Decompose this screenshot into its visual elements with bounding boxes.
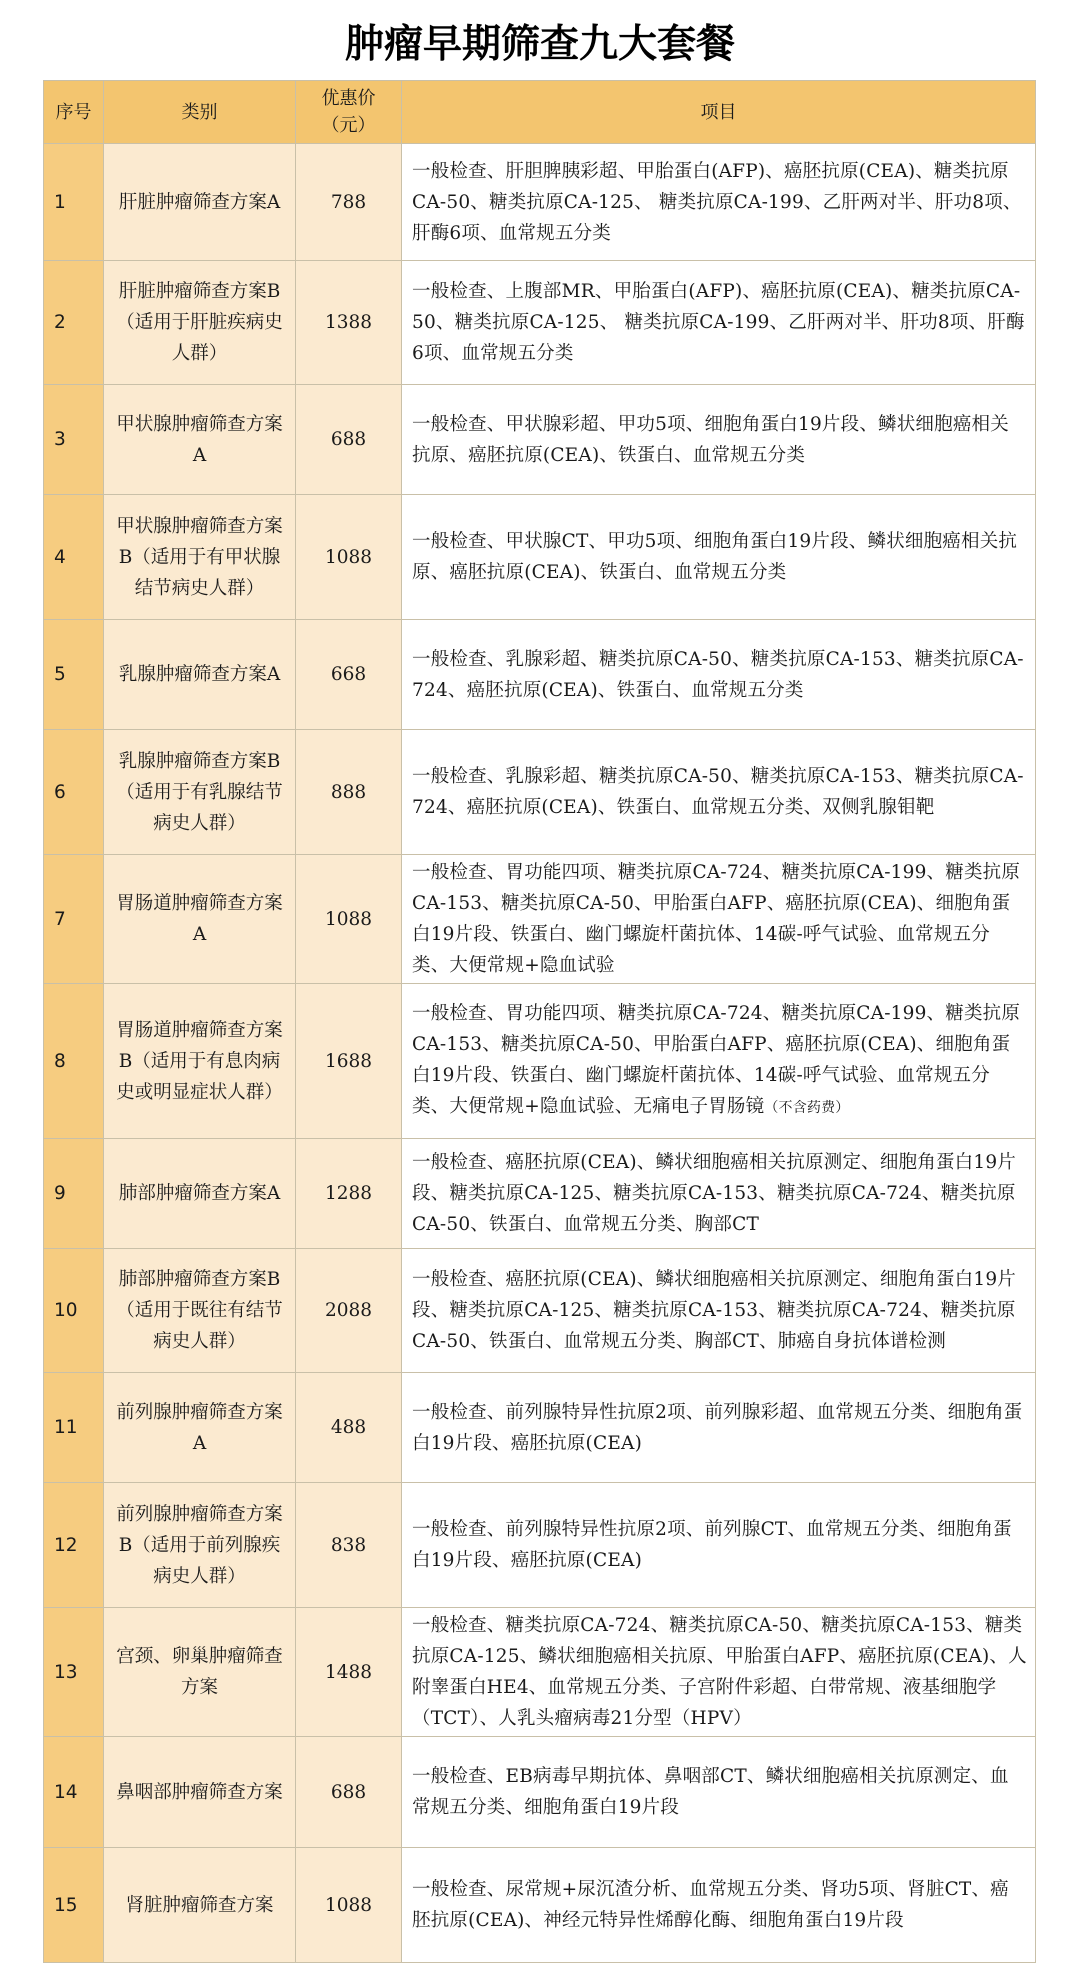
header-seq: 序号 (44, 81, 104, 144)
table-row (44, 1737, 1036, 1848)
row-price: 1088 (296, 855, 402, 984)
row-category: 乳腺肿瘤筛查方案A (104, 620, 296, 730)
row-category: 前列腺肿瘤筛查方案A (104, 1373, 296, 1483)
row-category: 肝脏肿瘤筛查方案B（适用于肝脏疾病史人群） (104, 261, 296, 385)
row-price: 1488 (296, 1608, 402, 1737)
row-category: 鼻咽部肿瘤筛查方案 (104, 1737, 296, 1848)
page-title: 肿瘤早期筛查九大套餐 (344, 22, 735, 67)
row-price: 1088 (296, 1848, 402, 1963)
row-number: 6 (44, 730, 104, 855)
row-number: 5 (44, 620, 104, 730)
header-items: 项目 (402, 81, 1036, 144)
table-row (44, 1608, 1036, 1737)
row-number: 13 (44, 1608, 104, 1737)
row-category: 肝脏肿瘤筛查方案A (104, 144, 296, 261)
header-category: 类别 (104, 81, 296, 144)
row-items: 一般检查、前列腺特异性抗原2项、前列腺CT、血常规五分类、细胞角蛋白19片段、癌胚抗原(CEA) (402, 1483, 1036, 1608)
row-category: 肾脏肿瘤筛查方案 (104, 1848, 296, 1963)
row-price: 688 (296, 385, 402, 495)
row-category: 肺部肿瘤筛查方案A (104, 1139, 296, 1249)
row-items-note: （不含药费） (764, 1100, 850, 1116)
table-row (44, 495, 1036, 620)
row-price: 1688 (296, 984, 402, 1139)
row-price: 2088 (296, 1249, 402, 1373)
table-row (44, 730, 1036, 855)
table-row (44, 385, 1036, 495)
row-category: 胃肠道肿瘤筛查方案A (104, 855, 296, 984)
row-number: 1 (44, 144, 104, 261)
row-price: 688 (296, 1737, 402, 1848)
package-table (43, 80, 1036, 1963)
row-category: 前列腺肿瘤筛查方案B（适用于前列腺疾病史人群） (104, 1483, 296, 1608)
row-price: 838 (296, 1483, 402, 1608)
table-row (44, 261, 1036, 385)
row-number: 14 (44, 1737, 104, 1848)
table-row (44, 144, 1036, 261)
row-price: 788 (296, 144, 402, 261)
row-number: 4 (44, 495, 104, 620)
row-number: 8 (44, 984, 104, 1139)
row-category: 甲状腺肿瘤筛查方案B（适用于有甲状腺结节病史人群） (104, 495, 296, 620)
table-row (44, 984, 1036, 1139)
table-row (44, 1139, 1036, 1249)
row-category: 肺部肿瘤筛查方案B（适用于既往有结节病史人群） (104, 1249, 296, 1373)
row-number: 12 (44, 1483, 104, 1608)
row-category: 宫颈、卵巢肿瘤筛查方案 (104, 1608, 296, 1737)
row-items: 一般检查、尿常规+尿沉渣分析、血常规五分类、肾功5项、肾脏CT、癌胚抗原(CEA)、神经元特异性烯醇化酶、细胞角蛋白19片段 (402, 1848, 1036, 1963)
row-items: 一般检查、甲状腺CT、甲功5项、细胞角蛋白19片段、鳞状细胞癌相关抗原、癌胚抗原(CEA)、铁蛋白、血常规五分类 (402, 495, 1036, 620)
table-row (44, 620, 1036, 730)
row-items: 一般检查、癌胚抗原(CEA)、鳞状细胞癌相关抗原测定、细胞角蛋白19片段、糖类抗原CA-125、糖类抗原CA-153、糖类抗原CA-724、糖类抗原CA-50、铁蛋白、血常规五分类、胸部CT、肺癌自身抗体谱检测 (402, 1249, 1036, 1373)
row-items-text: 一般检查、胃功能四项、糖类抗原CA-724、糖类抗原CA-199、糖类抗原CA-153、糖类抗原CA-50、甲胎蛋白AFP、癌胚抗原(CEA)、细胞角蛋白19片段、铁蛋白、幽门螺旋杆菌抗体、14碳-呼气试验、血常规五分类、大便常规+隐血试验、无痛电子胃肠镜 (412, 1003, 1021, 1117)
table-row (44, 1373, 1036, 1483)
table-row (44, 1249, 1036, 1373)
row-items: 一般检查、甲状腺彩超、甲功5项、细胞角蛋白19片段、鳞状细胞癌相关抗原、癌胚抗原(CEA)、铁蛋白、血常规五分类 (402, 385, 1036, 495)
header-price: 优惠价（元） (296, 81, 402, 144)
table-row (44, 855, 1036, 984)
row-price: 668 (296, 620, 402, 730)
table-row (44, 1483, 1036, 1608)
row-number: 3 (44, 385, 104, 495)
row-items: 一般检查、胃功能四项、糖类抗原CA-724、糖类抗原CA-199、糖类抗原CA-153、糖类抗原CA-50、甲胎蛋白AFP、癌胚抗原(CEA)、细胞角蛋白19片段、铁蛋白、幽门螺旋杆菌抗体、14碳-呼气试验、血常规五分类、大便常规+隐血试验 (402, 855, 1036, 984)
row-items: 一般检查、癌胚抗原(CEA)、鳞状细胞癌相关抗原测定、细胞角蛋白19片段、糖类抗原CA-125、糖类抗原CA-153、糖类抗原CA-724、糖类抗原CA-50、铁蛋白、血常规五分类、胸部CT (402, 1139, 1036, 1249)
row-items: 一般检查、肝胆脾胰彩超、甲胎蛋白(AFP)、癌胚抗原(CEA)、糖类抗原CA-50、糖类抗原CA-125、 糖类抗原CA-199、乙肝两对半、肝功8项、肝酶6项、血常规五分类 (402, 144, 1036, 261)
header-row (44, 81, 1036, 144)
table-row (44, 1848, 1036, 1963)
row-category: 胃肠道肿瘤筛查方案B（适用于有息肉病史或明显症状人群） (104, 984, 296, 1139)
row-items: 一般检查、EB病毒早期抗体、鼻咽部CT、鳞状细胞癌相关抗原测定、血常规五分类、细胞角蛋白19片段 (402, 1737, 1036, 1848)
row-number: 9 (44, 1139, 104, 1249)
row-items: 一般检查、上腹部MR、甲胎蛋白(AFP)、癌胚抗原(CEA)、糖类抗原CA-50、糖类抗原CA-125、 糖类抗原CA-199、乙肝两对半、肝功8项、肝酶6项、血常规五分类 (402, 261, 1036, 385)
row-price: 1088 (296, 495, 402, 620)
row-number: 11 (44, 1373, 104, 1483)
row-items: 一般检查、前列腺特异性抗原2项、前列腺彩超、血常规五分类、细胞角蛋白19片段、癌胚抗原(CEA) (402, 1373, 1036, 1483)
row-items (402, 984, 1036, 1139)
row-price: 1388 (296, 261, 402, 385)
row-number: 15 (44, 1848, 104, 1963)
row-price: 488 (296, 1373, 402, 1483)
row-category: 甲状腺肿瘤筛查方案A (104, 385, 296, 495)
row-items: 一般检查、乳腺彩超、糖类抗原CA-50、糖类抗原CA-153、糖类抗原CA-724、癌胚抗原(CEA)、铁蛋白、血常规五分类 (402, 620, 1036, 730)
row-number: 7 (44, 855, 104, 984)
row-category: 乳腺肿瘤筛查方案B（适用于有乳腺结节病史人群） (104, 730, 296, 855)
row-items: 一般检查、乳腺彩超、糖类抗原CA-50、糖类抗原CA-153、糖类抗原CA-724、癌胚抗原(CEA)、铁蛋白、血常规五分类、双侧乳腺钼靶 (402, 730, 1036, 855)
row-price: 1288 (296, 1139, 402, 1249)
row-number: 2 (44, 261, 104, 385)
row-items: 一般检查、糖类抗原CA-724、糖类抗原CA-50、糖类抗原CA-153、糖类抗原CA-125、鳞状细胞癌相关抗原、甲胎蛋白AFP、癌胚抗原(CEA)、人附睾蛋白HE4、血常规五分类、子宫附件彩超、白带常规、液基细胞学（TCT）、人乳头瘤病毒21分型（HPV） (402, 1608, 1036, 1737)
row-price: 888 (296, 730, 402, 855)
row-number: 10 (44, 1249, 104, 1373)
